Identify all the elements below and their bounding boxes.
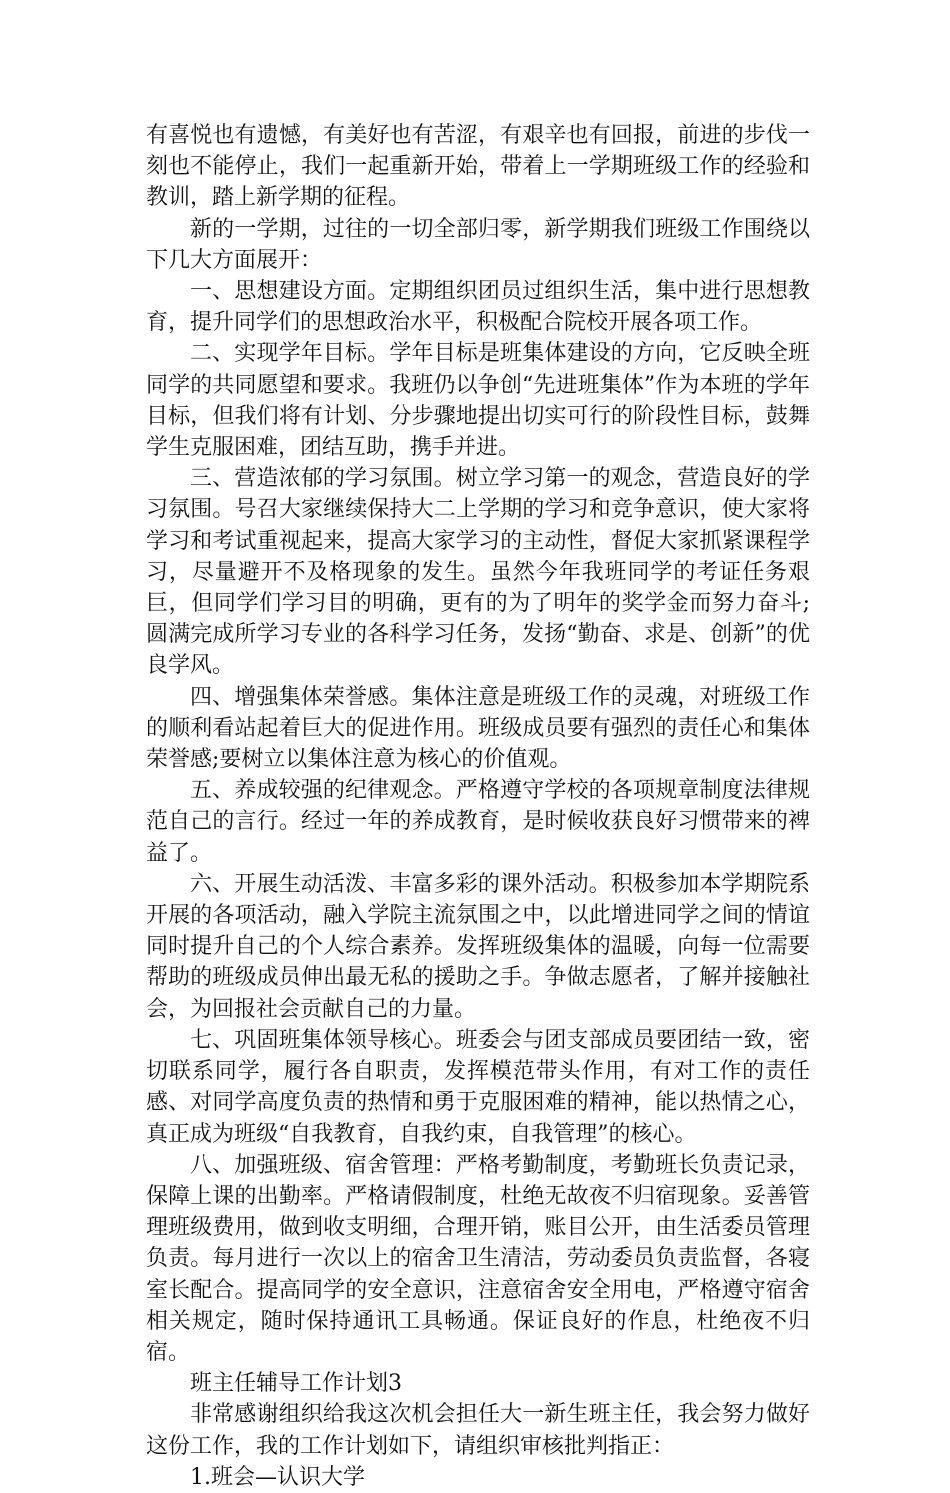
paragraph: 二、实现学年目标。学年目标是班集体建设的方向，它反映全班同学的共同愿望和要求。我班仍以争创“先进班集体”作为本班的学年目标，但我们将有计划、分步骤地提出切实可行的阶段性目标，鼓舞学生克服困难，团结互助，携手并进。 bbox=[146, 341, 810, 461]
paragraph: 八、加强班级、宿舍管理：严格考勤制度，考勤班长负责记录，保障上课的出勤率。严格请假制度，杜绝无故夜不归宿现象。妥善管理班级费用，做到收支明细，合理开销，账目公开，由生活委员管理负责。每月进行一次以上的宿舍卫生清洁，劳动委员负责监督，各寝室长配合。提高同学的安全意识，注意宿舍安全用电，严格遵守宿舍相关规定，随时保持通讯工具畅通。保证良好的作息，杜绝夜不归宿。 bbox=[146, 1152, 810, 1365]
paragraph: 新的一学期，过往的一切全部归零，新学期我们班级工作围绕以下几大方面展开： bbox=[146, 216, 810, 273]
list-item: 1.班会—认识大学 bbox=[190, 1464, 365, 1490]
paragraph: 六、开展生动活泼、丰富多彩的课外活动。积极参加本学期院系开展的各项活动，融入学院主流氛围之中，以此增进同学之间的情谊同时提升自己的个人综合素养。发挥班级集体的温暖，向每一位需要帮助的班级成员伸出最无私的援助之手。争做志愿者，了解并接触社会，为回报社会贡献自己的力量。 bbox=[146, 871, 810, 1022]
document-body bbox=[146, 120, 810, 1493]
section-heading: 班主任辅导工作计划3 bbox=[190, 1371, 402, 1397]
paragraph: 一、思想建设方面。定期组织团员过组织生活，集中进行思想教育，提升同学们的思想政治水平，积极配合院校开展各项工作。 bbox=[146, 279, 810, 336]
paragraph: 三、营造浓郁的学习氛围。树立学习第一的观念，营造良好的学习氛围。号召大家继续保持大二上学期的学习和竞争意识，使大家将学习和考试重视起来，提高大家学习的主动性，督促大家抓紧课程学习，尽量避开不及格现象的发生。虽然今年我班同学的考证任务艰巨，但同学们学习目的明确，更有的为了明年的奖学金而努力奋斗;圆满完成所学习专业的各科学习任务，发扬“勤奋、求是、创新”的优良学风。 bbox=[146, 466, 810, 679]
paragraph: 四、增强集体荣誉感。集体注意是班级工作的灵魂，对班级工作的顺利看站起着巨大的促进作用。班级成员要有强烈的责任心和集体荣誉感;要树立以集体注意为核心的价值观。 bbox=[146, 684, 810, 773]
paragraph: 七、巩固班集体领导核心。班委会与团支部成员要团结一致，密切联系同学，履行各自职责，发挥模范带头作用，有对工作的责任感、对同学高度负责的热情和勇于克服困难的精神，能以热情之心，真正成为班级“自我教育，自我约束，自我管理”的核心。 bbox=[146, 1027, 810, 1147]
paragraph: 非常感谢组织给我这次机会担任大一新生班主任，我会努力做好这份工作，我的工作计划如下，请组织审核批判指正： bbox=[146, 1402, 810, 1459]
paragraph: 有喜悦也有遗憾，有美好也有苦涩，有艰辛也有回报，前进的步伐一刻也不能停止，我们一起重新开始，带着上一学期班级工作的经验和教训，踏上新学期的征程。 bbox=[146, 123, 810, 211]
paragraph: 五、养成较强的纪律观念。严格遵守学校的各项规章制度法律规范自己的言行。经过一年的养成教育，是时候收获良好习惯带来的裨益了。 bbox=[146, 778, 810, 866]
